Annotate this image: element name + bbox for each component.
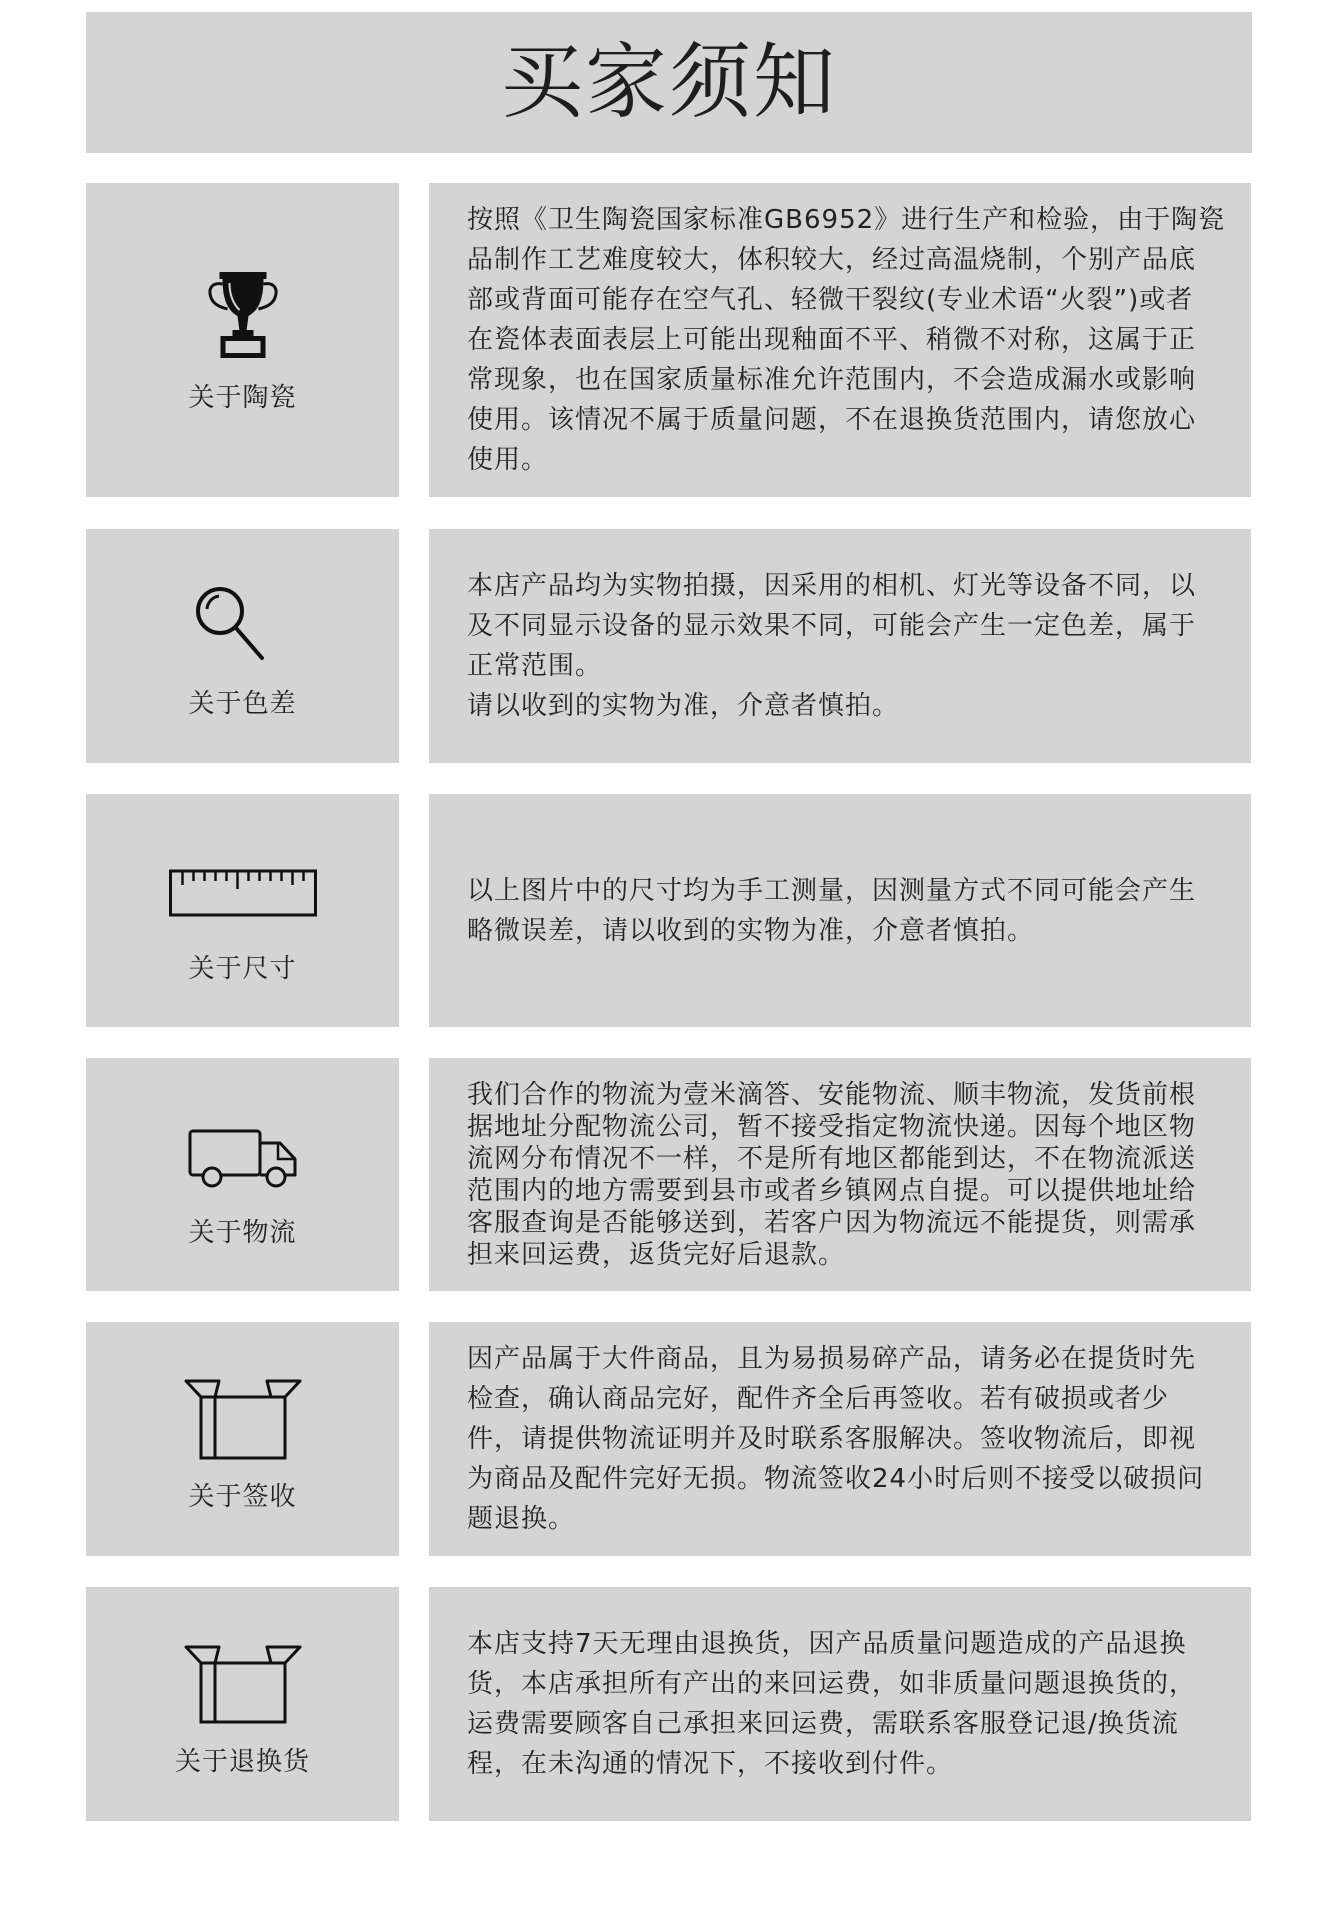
section-text xyxy=(467,1339,1204,1539)
section-text-panel xyxy=(429,1587,1251,1821)
section-label: 关于物流 xyxy=(188,1218,297,1248)
section-color-difference xyxy=(86,529,1252,763)
section-icon-panel xyxy=(86,794,399,1027)
text-line: 常现象，也在国家质量标准允许范围内，不会造成漏水或影响 xyxy=(467,365,1197,395)
section-label: 关于签收 xyxy=(188,1482,297,1512)
section-text-panel xyxy=(429,794,1251,1027)
text-line: 及不同显示设备的显示效果不同，可能会产生一定色差，属于 xyxy=(467,611,1197,641)
page-title: 买家须知 xyxy=(500,34,837,130)
trophy-icon xyxy=(207,271,278,358)
text-line: 请以收到的实物为准，介意者慎拍。 xyxy=(467,691,900,721)
truck-icon xyxy=(188,1129,298,1189)
text-line: 按照《卫生陶瓷国家标准GB6952》进行生产和检验，由于陶瓷 xyxy=(467,205,1226,235)
section-size xyxy=(86,794,1252,1027)
section-text-panel xyxy=(429,1058,1251,1291)
text-line: 正常范围。 xyxy=(467,651,603,681)
text-line: 部或背面可能存在空气孔、轻微干裂纹(专业术语“火裂”)或者 xyxy=(467,285,1194,315)
section-text-panel xyxy=(429,529,1251,763)
section-text-panel xyxy=(429,1322,1251,1556)
magnifier-icon xyxy=(193,584,265,661)
text-line: 件，请提供物流证明并及时联系客服解决。签收物流后，即视 xyxy=(467,1424,1197,1454)
text-line: 我们合作的物流为壹米滴答、安能物流、顺丰物流，发货前根 xyxy=(467,1079,1197,1110)
section-text xyxy=(467,1624,1196,1784)
section-logistics xyxy=(86,1058,1252,1291)
text-line: 品制作工艺难度较大，体积较大，经过高温烧制，个别产品底 xyxy=(467,245,1197,275)
section-label: 关于色差 xyxy=(188,689,297,719)
section-text-panel xyxy=(429,183,1251,497)
text-line: 检查，确认商品完好，配件齐全后再签收。若有破损或者少 xyxy=(467,1384,1170,1414)
text-line: 本店支持7天无理由退换货，因产品质量问题造成的产品退换 xyxy=(467,1629,1187,1659)
section-label: 关于陶瓷 xyxy=(188,383,297,413)
text-line: 运费需要顾客自己承担来回运费，需联系客服登记退/换货流 xyxy=(467,1709,1179,1739)
section-icon-panel xyxy=(86,183,399,497)
section-returns xyxy=(86,1587,1252,1821)
text-line: 客服查询是否能够送到，若客户因为物流远不能提货，则需承 xyxy=(467,1207,1197,1238)
text-line: 担来回运费，返货完好后退款。 xyxy=(467,1239,846,1270)
page-header xyxy=(86,12,1252,153)
section-text xyxy=(467,1079,1196,1271)
text-line: 范围内的地方需要到县市或者乡镇网点自提。可以提供地址给 xyxy=(467,1175,1197,1206)
text-line: 因产品属于大件商品，且为易损易碎产品，请务必在提货时先 xyxy=(467,1344,1197,1374)
ruler-icon xyxy=(168,869,317,917)
section-receipt xyxy=(86,1322,1252,1556)
text-line: 本店产品均为实物拍摄，因采用的相机、灯光等设备不同，以 xyxy=(467,571,1197,601)
section-label: 关于尺寸 xyxy=(188,954,297,984)
text-line: 为商品及配件完好无损。物流签收24小时后则不接受以破损问 xyxy=(467,1464,1205,1494)
text-line: 题退换。 xyxy=(467,1504,576,1534)
open-box-icon xyxy=(183,1377,303,1460)
text-line: 据地址分配物流公司，暂不接受指定物流快递。因每个地区物 xyxy=(467,1111,1197,1142)
text-line: 以上图片中的尺寸均为手工测量，因测量方式不同可能会产生 xyxy=(467,875,1197,906)
section-icon-panel xyxy=(86,1322,399,1556)
open-box-icon xyxy=(183,1643,303,1724)
section-text xyxy=(467,566,1196,726)
text-line: 货，本店承担所有产出的来回运费，如非质量问题退换货的， xyxy=(467,1669,1197,1699)
section-text xyxy=(467,871,1196,951)
text-line: 程，在未沟通的情况下，不接收到付件。 xyxy=(467,1749,954,1779)
section-label: 关于退换货 xyxy=(174,1747,310,1777)
section-text xyxy=(467,200,1225,480)
text-line: 略微误差，请以收到的实物为准，介意者慎拍。 xyxy=(467,915,1035,946)
text-line: 在瓷体表面表层上可能出现釉面不平、稍微不对称，这属于正 xyxy=(467,325,1197,355)
section-ceramics xyxy=(86,183,1252,497)
section-icon-panel xyxy=(86,1058,399,1291)
text-line: 使用。该情况不属于质量问题，不在退换货范围内，请您放心 xyxy=(467,405,1197,435)
text-line: 使用。 xyxy=(467,445,549,475)
section-icon-panel xyxy=(86,529,399,763)
text-line: 流网分布情况不一样，不是所有地区都能到达，不在物流派送 xyxy=(467,1143,1197,1174)
section-icon-panel xyxy=(86,1587,399,1821)
